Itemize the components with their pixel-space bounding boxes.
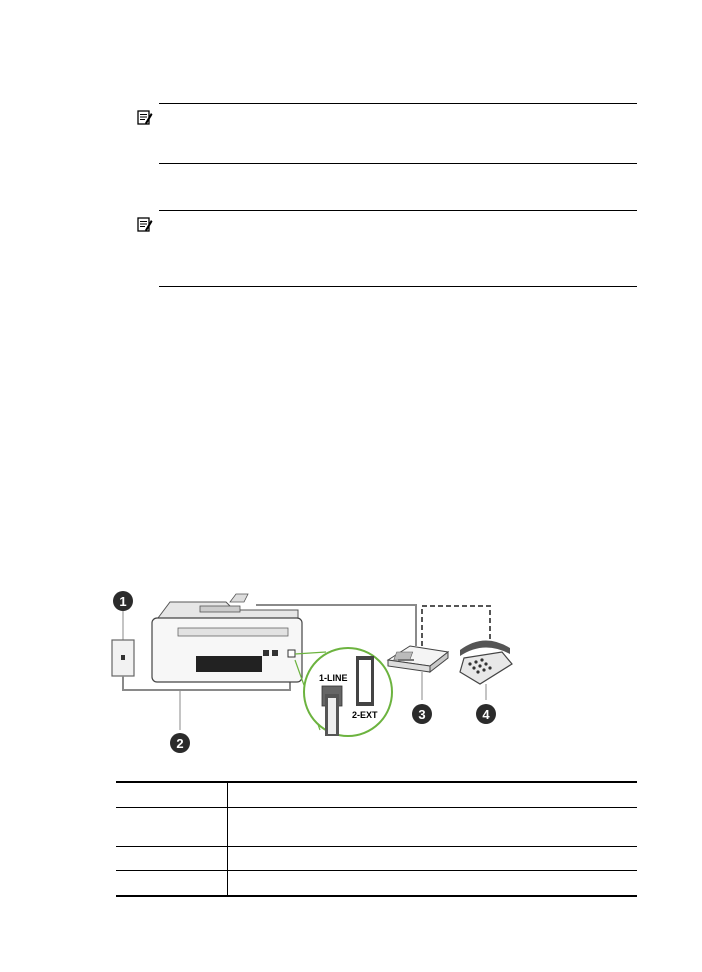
- callout-2: [170, 733, 190, 753]
- table-row-divider: [116, 870, 637, 871]
- port-zoom-callout: [295, 648, 392, 736]
- callout-1: [113, 591, 133, 611]
- wall-jack-icon: [112, 640, 134, 676]
- table-column-divider: [227, 782, 228, 895]
- port-label-ext: 2-EXT: [352, 710, 378, 720]
- note-icon: [137, 217, 153, 233]
- fax-connection-diagram: [108, 588, 528, 760]
- table-row-divider: [116, 846, 637, 847]
- callout-3: [412, 704, 432, 724]
- telephone-icon: [460, 640, 512, 684]
- note-icon: [137, 110, 153, 126]
- callout-4: [476, 704, 496, 724]
- svg-text:4: 4: [482, 707, 490, 722]
- table-row-divider: [116, 807, 637, 808]
- table-bottom-rule: [116, 895, 637, 897]
- svg-text:1: 1: [119, 594, 127, 609]
- answering-machine-icon: [388, 646, 448, 672]
- svg-text:3: 3: [418, 707, 426, 722]
- note-bottom-rule: [159, 163, 637, 164]
- table-top-rule: [116, 781, 637, 783]
- note-top-rule: [159, 210, 637, 211]
- svg-text:2: 2: [176, 736, 184, 751]
- port-label-line: 1-LINE: [319, 673, 348, 683]
- printer-icon: [152, 594, 302, 682]
- note-bottom-rule: [159, 286, 637, 287]
- note-top-rule: [159, 103, 637, 104]
